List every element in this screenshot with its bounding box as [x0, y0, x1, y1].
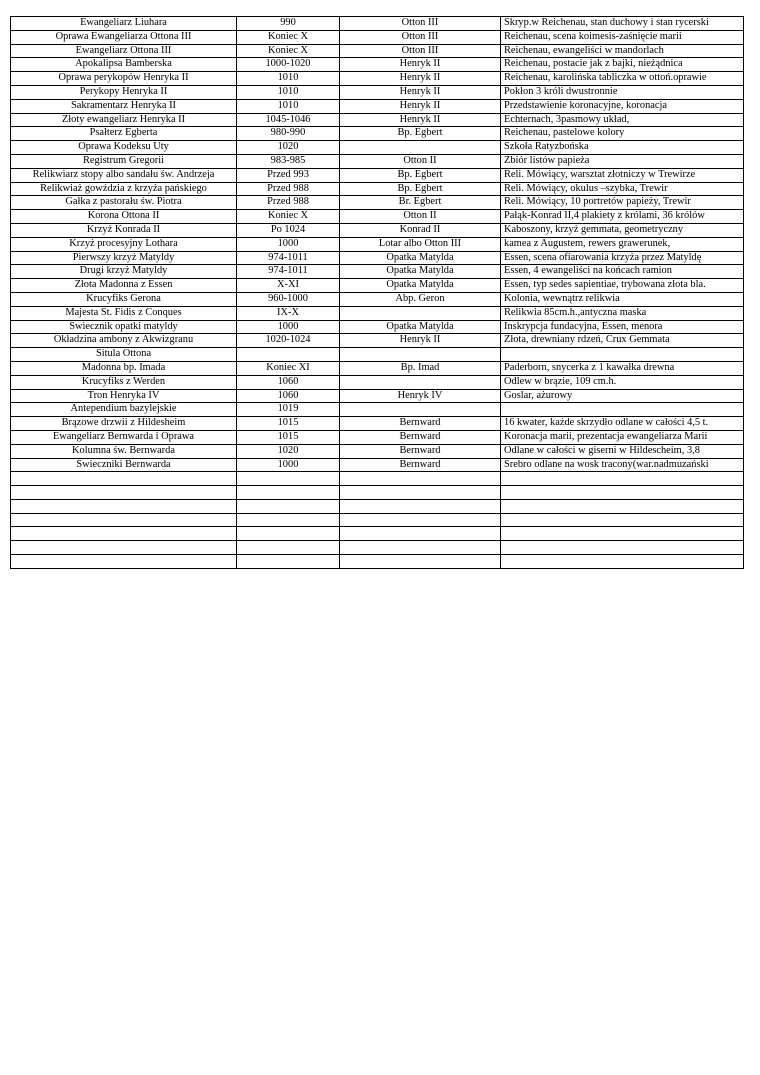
artwork-name-cell: Oprawa Ewangeliarza Ottona III [11, 30, 237, 44]
description-cell [501, 541, 744, 555]
patron-cell: Lotar albo Otton III [340, 237, 501, 251]
table-row [11, 182, 744, 196]
description-cell: Reli. Mówiący, warsztat złotniczy w Trewirze [501, 168, 744, 182]
date-cell: 980-990 [237, 127, 340, 141]
artwork-name-cell: Brązowe drzwii z Hildesheim [11, 417, 237, 431]
table-row [11, 292, 744, 306]
artwork-name-cell [11, 541, 237, 555]
artwork-name-cell [11, 527, 237, 541]
artwork-name-cell: Tron Henryka IV [11, 389, 237, 403]
description-cell: Odlane w całości w giserni w Hildescheim, 3,8 [501, 444, 744, 458]
description-cell: Przedstawienie koronacyjne, koronacja [501, 99, 744, 113]
table-row [11, 127, 744, 141]
table-row [11, 141, 744, 155]
table-row [11, 306, 744, 320]
description-cell: Goslar, ażurowy [501, 389, 744, 403]
date-cell: 974-1011 [237, 251, 340, 265]
artworks-table [10, 16, 744, 569]
patron-cell: Otton III [340, 44, 501, 58]
table-row [11, 417, 744, 431]
date-cell: 1000 [237, 320, 340, 334]
description-cell [501, 513, 744, 527]
patron-cell: Bernward [340, 417, 501, 431]
date-cell: 1000 [237, 458, 340, 472]
table-row [11, 334, 744, 348]
table-row [11, 154, 744, 168]
date-cell: Koniec X [237, 30, 340, 44]
description-cell [501, 486, 744, 500]
description-cell: Skryp.w Reichenau, stan duchowy i stan rycerski [501, 17, 744, 31]
date-cell: 1000 [237, 237, 340, 251]
table-row [11, 486, 744, 500]
description-cell: Srebro odlane na wosk tracony(war.nadmuzański [501, 458, 744, 472]
patron-cell: Opatka Matylda [340, 251, 501, 265]
date-cell [237, 541, 340, 555]
description-cell [501, 555, 744, 569]
description-cell: Essen, scena ofiarowania krzyża przez Matyldę [501, 251, 744, 265]
patron-cell: Opatka Matylda [340, 320, 501, 334]
date-cell: 1020 [237, 444, 340, 458]
date-cell: 1060 [237, 389, 340, 403]
artwork-name-cell: Pierwszy krzyż Matyldy [11, 251, 237, 265]
artwork-name-cell [11, 472, 237, 486]
date-cell: 1010 [237, 85, 340, 99]
patron-cell [340, 141, 501, 155]
patron-cell: Bernward [340, 444, 501, 458]
description-cell: Reichenau, pastelowe kolory [501, 127, 744, 141]
artwork-name-cell: Psałterz Egberta [11, 127, 237, 141]
description-cell: Reichenau, karolińska tabliczka w ottoń.oprawie [501, 72, 744, 86]
description-cell [501, 348, 744, 362]
artwork-name-cell [11, 513, 237, 527]
artwork-name-cell: Antependium bazylejskie [11, 403, 237, 417]
date-cell [237, 499, 340, 513]
artwork-name-cell: Oprawa Kodeksu Uty [11, 141, 237, 155]
description-cell: Reli. Mówiący, 10 portretów papieży, Trewir [501, 196, 744, 210]
table-row [11, 72, 744, 86]
table-row [11, 196, 744, 210]
table-row [11, 472, 744, 486]
patron-cell [340, 527, 501, 541]
description-cell: Relikwia 85cm.h.,antyczna maska [501, 306, 744, 320]
patron-cell [340, 403, 501, 417]
date-cell: 983-985 [237, 154, 340, 168]
patron-cell: Henryk II [340, 334, 501, 348]
table-row [11, 430, 744, 444]
patron-cell: Henryk II [340, 85, 501, 99]
artwork-name-cell: Situla Ottona [11, 348, 237, 362]
table-row [11, 527, 744, 541]
description-cell: Echternach, 3pasmowy układ, [501, 113, 744, 127]
table-body [11, 17, 744, 569]
description-cell [501, 403, 744, 417]
description-cell: Inskrypcja fundacyjna, Essen, menora [501, 320, 744, 334]
description-cell: Koronacja marii, prezentacja ewangeliarza Marii [501, 430, 744, 444]
description-cell: Essen, 4 ewangeliści na końcach ramion [501, 265, 744, 279]
table-row [11, 85, 744, 99]
description-cell: Reichenau, postacie jak z bajki, nieżądnica [501, 58, 744, 72]
artwork-name-cell [11, 555, 237, 569]
date-cell [237, 555, 340, 569]
artwork-name-cell: Relikwiarz stopy albo sandału św. Andrzeja [11, 168, 237, 182]
patron-cell: Otton III [340, 30, 501, 44]
patron-cell [340, 486, 501, 500]
artwork-name-cell: Registrum Gregorii [11, 154, 237, 168]
table-row [11, 223, 744, 237]
table-row [11, 251, 744, 265]
artwork-name-cell: Świeczniki Bernwarda [11, 458, 237, 472]
date-cell: 974-1011 [237, 265, 340, 279]
description-cell [501, 527, 744, 541]
description-cell: Reli. Mówiący, okulus –szybka, Trewir [501, 182, 744, 196]
table-row [11, 44, 744, 58]
artwork-name-cell: Kolumna św. Bernwarda [11, 444, 237, 458]
table-row [11, 458, 744, 472]
patron-cell [340, 555, 501, 569]
patron-cell: Henryk II [340, 99, 501, 113]
patron-cell [340, 499, 501, 513]
date-cell: 960-1000 [237, 292, 340, 306]
patron-cell [340, 472, 501, 486]
date-cell: 1045-1046 [237, 113, 340, 127]
table-row [11, 348, 744, 362]
date-cell: Koniec XI [237, 361, 340, 375]
artwork-name-cell: Złoty ewangeliarz Henryka II [11, 113, 237, 127]
table-row [11, 403, 744, 417]
table-row [11, 279, 744, 293]
description-cell: Szkoła Ratyzbońska [501, 141, 744, 155]
artwork-name-cell: Korona Ottona II [11, 210, 237, 224]
description-cell: kamea z Augustem, rewers grawerunek, [501, 237, 744, 251]
patron-cell [340, 513, 501, 527]
patron-cell: Otton II [340, 154, 501, 168]
artwork-name-cell [11, 499, 237, 513]
table-row [11, 513, 744, 527]
table-row [11, 499, 744, 513]
table-row [11, 30, 744, 44]
date-cell: Koniec X [237, 44, 340, 58]
artwork-name-cell: Perykopy Henryka II [11, 85, 237, 99]
patron-cell: Bernward [340, 458, 501, 472]
artwork-name-cell: Ewangeliarz Bernwarda i Oprawa [11, 430, 237, 444]
description-cell: Odlew w brązie, 109 cm.h. [501, 375, 744, 389]
date-cell [237, 527, 340, 541]
date-cell: Przed 993 [237, 168, 340, 182]
artwork-name-cell: Krucyfiks Gerona [11, 292, 237, 306]
table-row [11, 555, 744, 569]
table-row [11, 237, 744, 251]
artwork-name-cell: Oprawa perykopów Henryka II [11, 72, 237, 86]
date-cell: 1020 [237, 141, 340, 155]
table-row [11, 58, 744, 72]
artwork-name-cell: Ewangeliarz Ottona III [11, 44, 237, 58]
artwork-name-cell: Drugi krzyż Matyldy [11, 265, 237, 279]
date-cell [237, 348, 340, 362]
patron-cell [340, 375, 501, 389]
artwork-name-cell: Apokalipsa Bamberska [11, 58, 237, 72]
date-cell: 1060 [237, 375, 340, 389]
date-cell: 1000-1020 [237, 58, 340, 72]
artwork-name-cell: Okładzina ambony z Akwizgranu [11, 334, 237, 348]
artwork-name-cell: Krzyż Konrada II [11, 223, 237, 237]
description-cell: Zbiór listów papieża [501, 154, 744, 168]
date-cell: IX-X [237, 306, 340, 320]
artwork-name-cell: Relikwiaż gowździa z krzyża pańskiego [11, 182, 237, 196]
description-cell [501, 472, 744, 486]
description-cell [501, 499, 744, 513]
patron-cell [340, 541, 501, 555]
patron-cell: Bp. Egbert [340, 168, 501, 182]
date-cell [237, 513, 340, 527]
table-row [11, 113, 744, 127]
artwork-name-cell: Ewangeliarz Liuhara [11, 17, 237, 31]
table-row [11, 320, 744, 334]
description-cell: Kolonia, wewnątrz relikwia [501, 292, 744, 306]
date-cell: 1010 [237, 72, 340, 86]
description-cell: Złota, drewniany rdzeń, Crux Gemmata [501, 334, 744, 348]
patron-cell: Otton II [340, 210, 501, 224]
description-cell: Pałąk-Konrad II,4 plakiety z królami, 36 królów [501, 210, 744, 224]
date-cell: X-XI [237, 279, 340, 293]
description-cell: Paderborn, snycerka z 1 kawałka drewna [501, 361, 744, 375]
date-cell: 1020-1024 [237, 334, 340, 348]
patron-cell [340, 306, 501, 320]
artwork-name-cell: Krzyż procesyjny Lothara [11, 237, 237, 251]
table-row [11, 168, 744, 182]
table-row [11, 389, 744, 403]
patron-cell: Otton III [340, 17, 501, 31]
patron-cell: Br. Egbert [340, 196, 501, 210]
patron-cell: Henryk II [340, 58, 501, 72]
patron-cell: Henryk II [340, 72, 501, 86]
date-cell: 990 [237, 17, 340, 31]
artwork-name-cell: Złota Madonna z Essen [11, 279, 237, 293]
artwork-name-cell: Świecznik opatki matyldy [11, 320, 237, 334]
artwork-name-cell: Majesta St. Fidis z Conques [11, 306, 237, 320]
table-row [11, 265, 744, 279]
table-row [11, 17, 744, 31]
table-row [11, 375, 744, 389]
artwork-name-cell: Madonna bp. Imada [11, 361, 237, 375]
table-row [11, 444, 744, 458]
patron-cell: Bp. Egbert [340, 182, 501, 196]
description-cell: Pokłon 3 króli dwustronnie [501, 85, 744, 99]
artwork-name-cell [11, 486, 237, 500]
date-cell: 1015 [237, 430, 340, 444]
description-cell: Essen, typ sedes sapientiae, trybowana złota bla. [501, 279, 744, 293]
description-cell: Reichenau, scena koimesis-zaśnięcie marii [501, 30, 744, 44]
patron-cell: Henryk IV [340, 389, 501, 403]
patron-cell: Opatka Matylda [340, 265, 501, 279]
table-row [11, 210, 744, 224]
table-row [11, 99, 744, 113]
artwork-name-cell: Gałka z pastorału św. Piotra [11, 196, 237, 210]
date-cell [237, 486, 340, 500]
date-cell: Po 1024 [237, 223, 340, 237]
patron-cell: Abp. Geron [340, 292, 501, 306]
date-cell: 1015 [237, 417, 340, 431]
patron-cell: Henryk II [340, 113, 501, 127]
description-cell: Reichenau, ewangeliści w mandorlach [501, 44, 744, 58]
patron-cell [340, 348, 501, 362]
patron-cell: Opatka Matylda [340, 279, 501, 293]
date-cell [237, 472, 340, 486]
date-cell: Koniec X [237, 210, 340, 224]
table-row [11, 361, 744, 375]
date-cell: 1019 [237, 403, 340, 417]
description-cell: Kaboszony, krzyż gemmata, geometryczny [501, 223, 744, 237]
patron-cell: Konrad II [340, 223, 501, 237]
date-cell: 1010 [237, 99, 340, 113]
patron-cell: Bp. Imad [340, 361, 501, 375]
description-cell: 16 kwater, każde skrzydło odlane w całości 4,5 t. [501, 417, 744, 431]
artwork-name-cell: Krucyfiks z Werden [11, 375, 237, 389]
patron-cell: Bp. Egbert [340, 127, 501, 141]
artwork-name-cell: Sakramentarz Henryka II [11, 99, 237, 113]
date-cell: Przed 988 [237, 182, 340, 196]
patron-cell: Bernward [340, 430, 501, 444]
table-row [11, 541, 744, 555]
date-cell: Przed 988 [237, 196, 340, 210]
